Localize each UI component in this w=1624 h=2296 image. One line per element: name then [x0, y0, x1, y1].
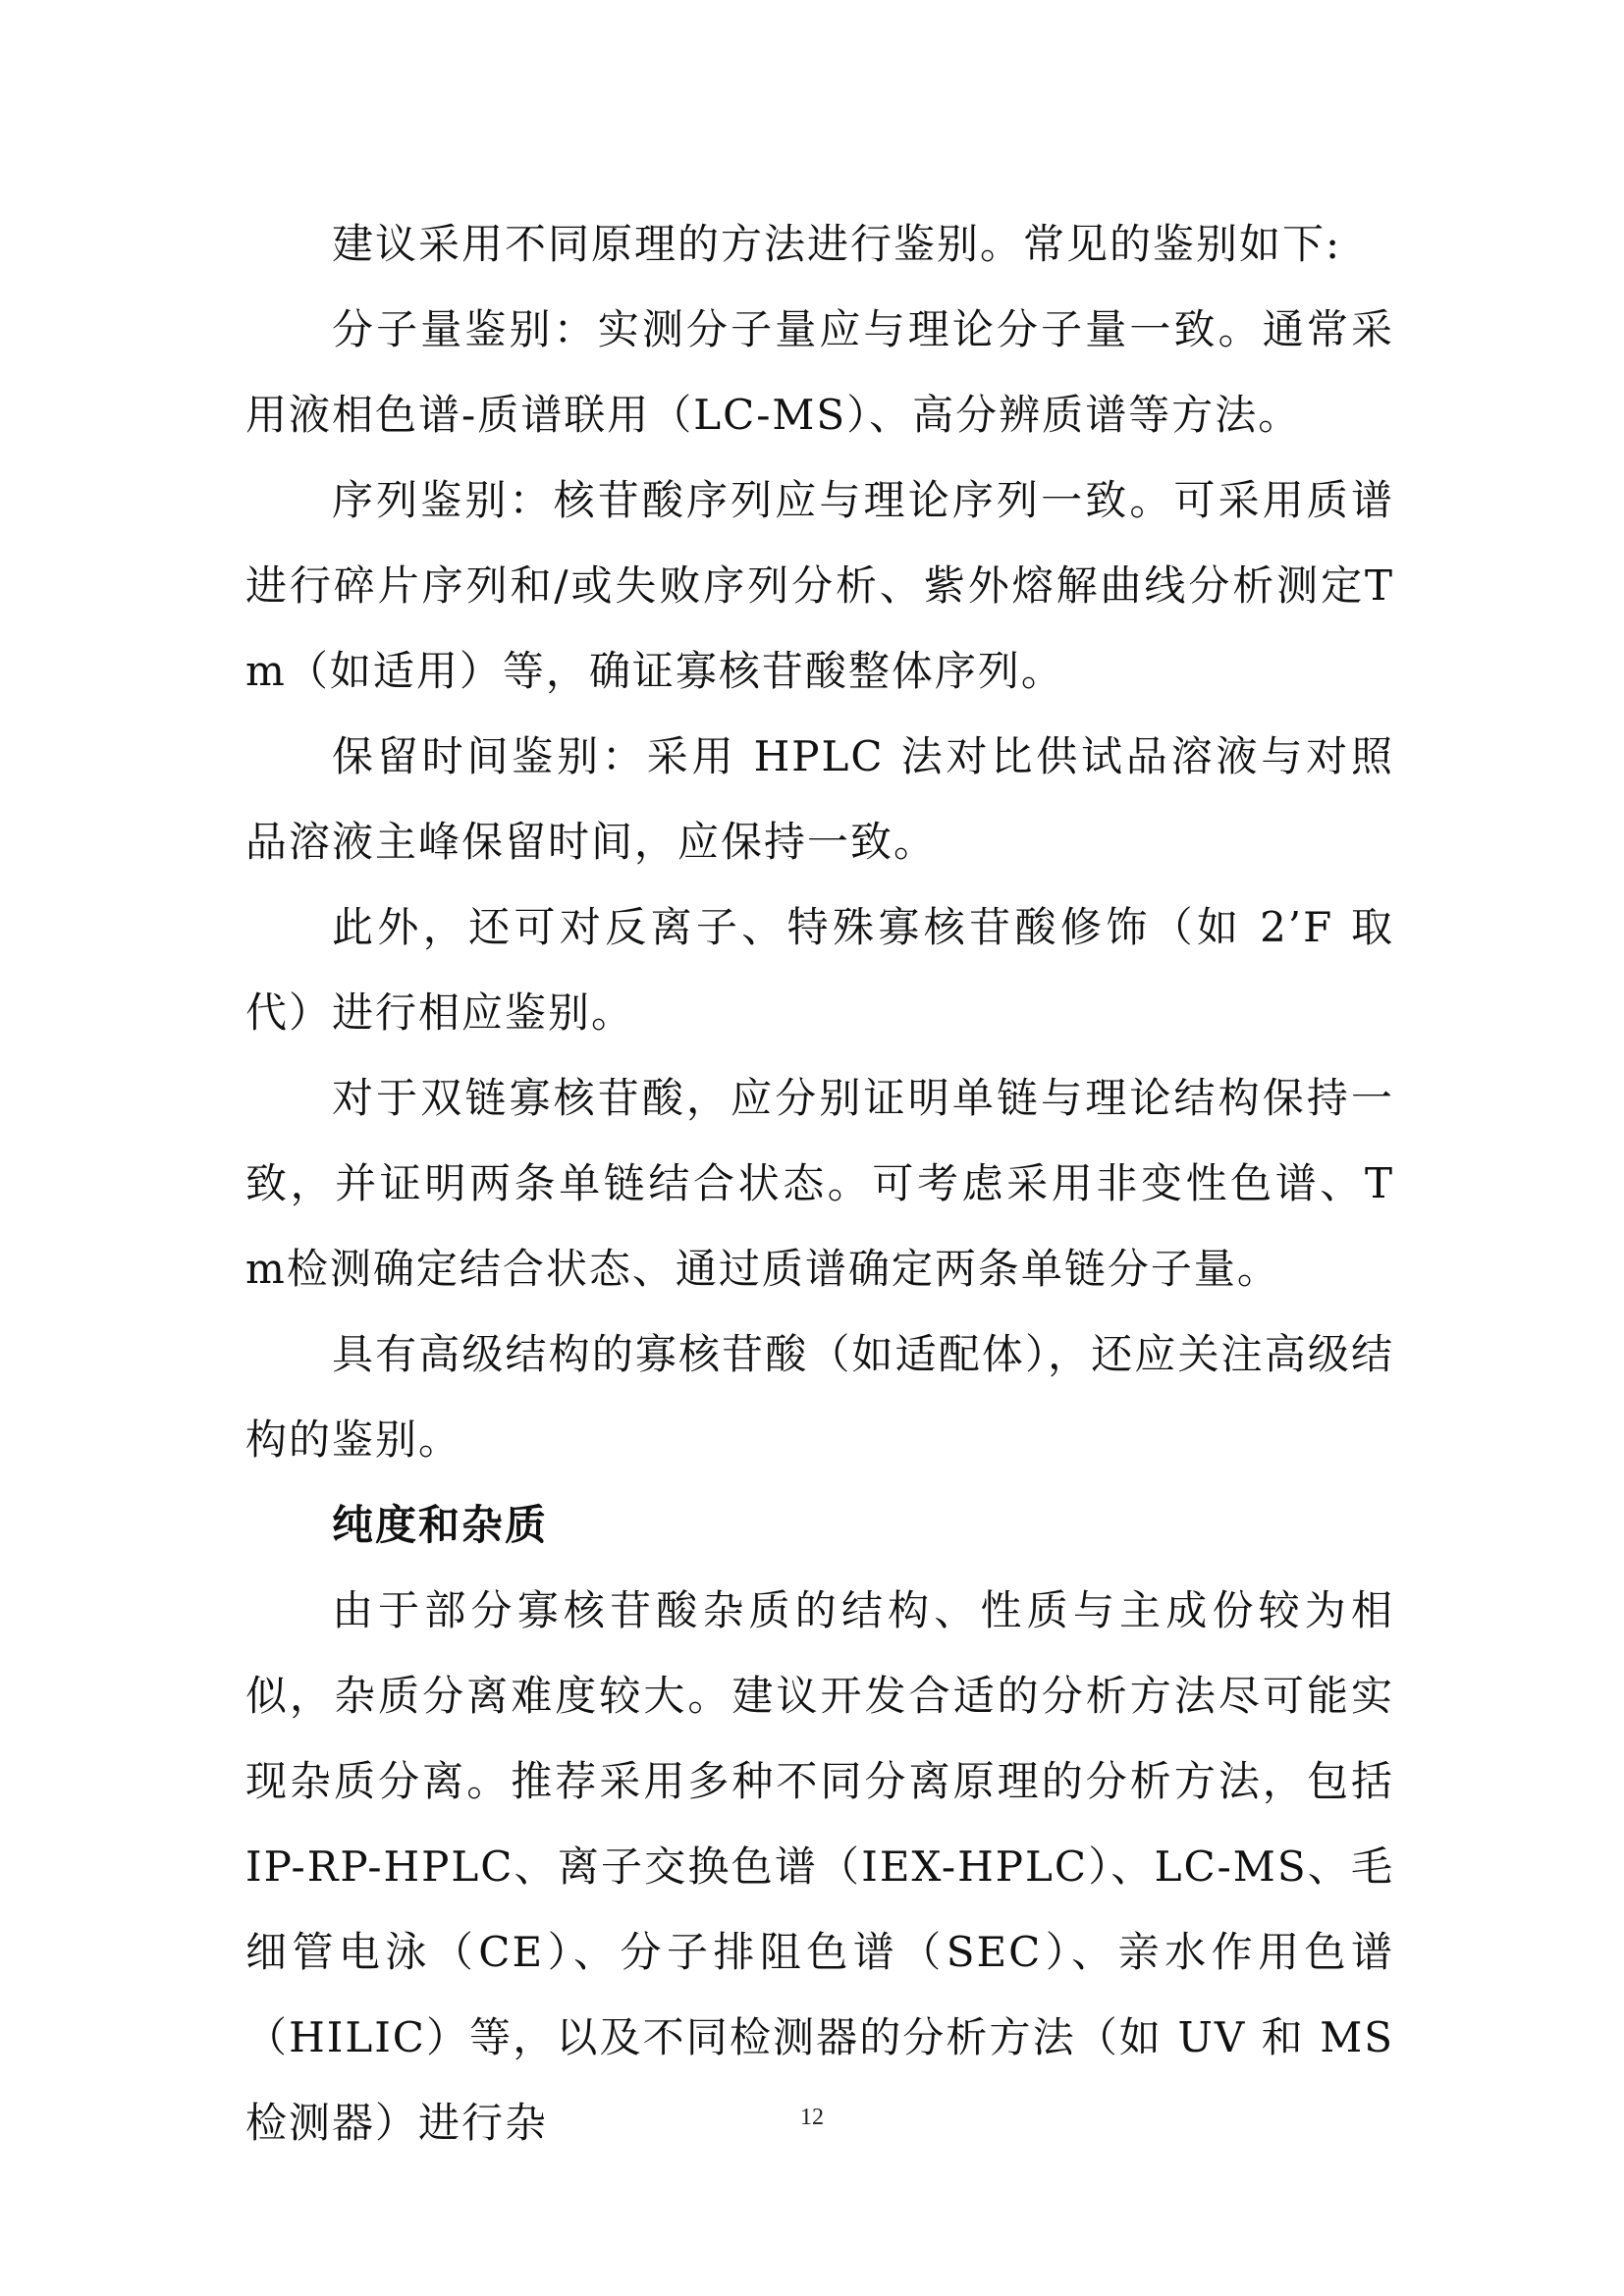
page-number: 12 — [800, 2105, 824, 2130]
paragraph-double-strand: 对于双链寡核苷酸，应分别证明单链与理论结构保持一致，并证明两条单链结合状态。可考虑采用非变性色谱、Tm检测确定结合状态、通过质谱确定两条单链分子量。 — [245, 1074, 1394, 1293]
paragraph-molecular-weight: 分子量鉴别：实测分子量应与理论分子量一致。通常采用液相色谱-质谱联用（LC-MS）、高分辨质谱等方法。 — [245, 305, 1394, 439]
paragraph-counter-ion: 此外，还可对反离子、特殊寡核苷酸修饰（如 2’F 取代）进行相应鉴别。 — [245, 903, 1394, 1037]
document-body — [245, 201, 1394, 2165]
paragraph-sequence: 序列鉴别：核苷酸序列应与理论序列一致。可采用质谱进行碎片序列和/或失败序列分析、紫外熔解曲线分析测定Tm（如适用）等，确证寡核苷酸整体序列。 — [245, 476, 1394, 695]
paragraph-retention-time: 保留时间鉴别：采用 HPLC 法对比供试品溶液与对照品溶液主峰保留时间，应保持一致。 — [245, 732, 1394, 866]
paragraph-higher-structure: 具有高级结构的寡核苷酸（如适配体），还应关注高级结构的鉴别。 — [245, 1330, 1394, 1464]
section-heading-purity: 纯度和杂质 — [332, 1501, 549, 1549]
paragraph-identification-intro: 建议采用不同原理的方法进行鉴别。常见的鉴别如下: — [332, 220, 1342, 268]
paragraph-impurity: 由于部分寡核苷酸杂质的结构、性质与主成份较为相似，杂质分离难度较大。建议开发合适的分析方法尽可能实现杂质分离。推荐采用多种不同分离原理的分析方法，包括 IP-RP-HPLC、离子交换色谱（IEX-HPLC）、LC-MS、毛细管电泳（CE）、分子排阻色谱（SEC）、亲水作用色谱（HILIC）等，以及不同检测器的分析方法（如 UV 和 MS 检测器）进行杂 — [245, 1586, 1394, 2147]
